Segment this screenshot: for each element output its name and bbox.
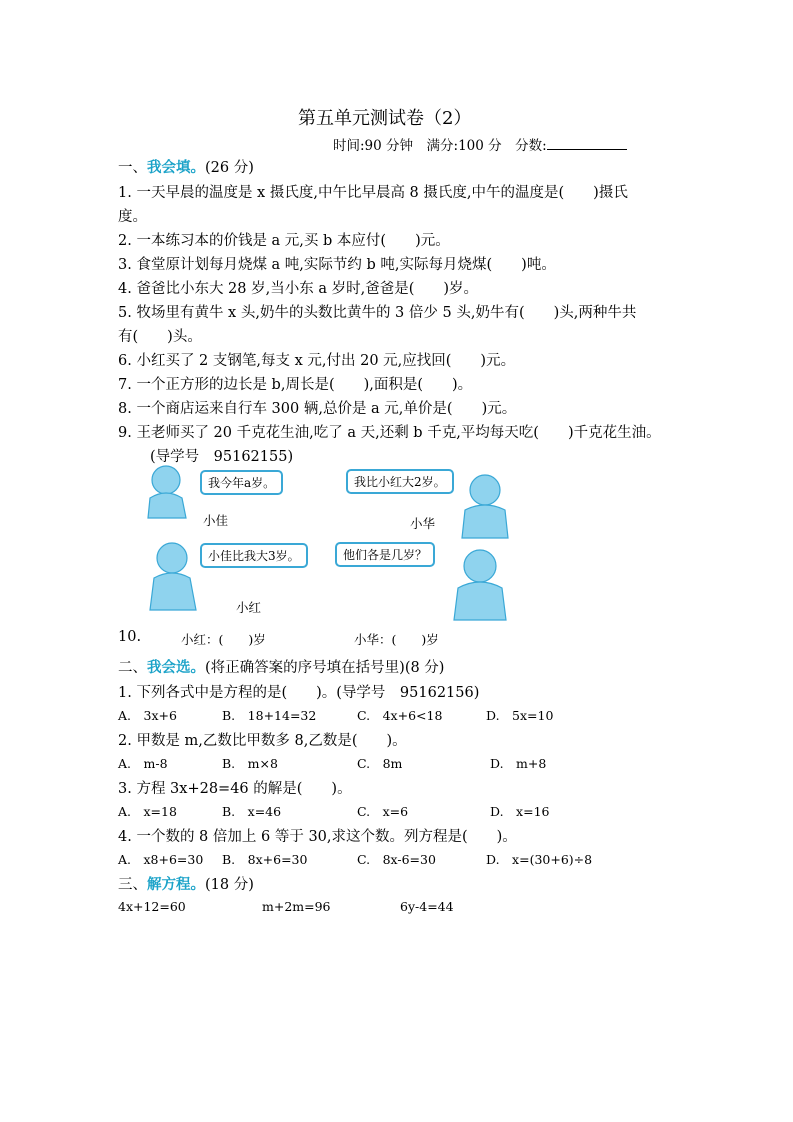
q1-line2: 度。 [118,209,147,225]
section3-label: 解方程。 [147,876,205,893]
s2-q1-option-a[interactable]: A. 3x+6 [118,708,177,723]
s2-q4: 4. 一个数的 8 倍加上 6 等于 30,求这个数。列方程是( )。 [118,829,517,845]
q9-guide-number: (导学号 95162155) [150,449,294,465]
speech-bubble-2: 我比小红大2岁。 [346,469,454,494]
exam-meta-text: 时间:90 分钟 满分:100 分 分数: [333,138,547,154]
girl-xiaohong-figure [150,543,196,610]
s2-q2-option-d[interactable]: D. m+8 [490,756,547,771]
s2-q1-option-d[interactable]: D. 5x=10 [486,708,554,723]
s2-q3: 3. 方程 3x+28=46 的解是( )。 [118,781,352,797]
section2-label: 我会选。 [147,659,205,676]
s2-q1-option-c[interactable]: C. 4x+6<18 [357,708,443,723]
section3-prefix: 三、 [118,877,147,893]
q10-xiaohong-blank[interactable]: 小红：( )岁 [181,632,266,647]
speech-bubble-3: 小佳比我大3岁。 [200,543,308,568]
section3-heading [118,873,254,894]
s2-q3-option-a[interactable]: A. x=18 [118,804,177,819]
section2-heading [118,656,444,677]
name-xiaohong: 小红 [236,600,262,615]
section3-points: (18 分) [205,877,254,893]
s2-q1: 1. 下列各式中是方程的是( )。(导学号 95162156) [118,685,480,701]
equation-2: m+2m=96 [262,899,331,914]
score-blank[interactable] [547,137,627,150]
section1-points: (26 分) [205,160,254,176]
section2-prefix: 二、 [118,660,147,676]
q10-xiaohua-blank[interactable]: 小华：( )岁 [354,632,439,647]
section1-heading [118,156,254,177]
q9: 9. 王老师买了 20 千克花生油,吃了 a 天,还剩 b 千克,平均每天吃( )千克花生油。 [118,425,661,441]
speech-bubble-1: 我今年a岁。 [200,470,283,495]
comic-illustration [140,458,515,628]
name-xiaohua: 小华 [410,516,436,531]
q3: 3. 食堂原计划每月烧煤 a 吨,实际节约 b 吨,实际每月烧煤( )吨。 [118,257,556,273]
s2-q3-option-d[interactable]: D. x=16 [490,804,550,819]
q5-line2: 有( )头。 [118,329,202,345]
section1-label: 我会填。 [147,159,205,176]
s2-q3-option-c[interactable]: C. x=6 [357,804,409,819]
page-title: 第五单元测试卷（2） [298,108,472,129]
woman-figure [454,550,506,620]
q4: 4. 爸爸比小东大 28 岁,当小东 a 岁时,爸爸是( )岁。 [118,281,479,297]
boy-xiaohua-figure [462,475,508,538]
s2-q3-option-b[interactable]: B. x=46 [222,804,282,819]
q8: 8. 一个商店运来自行车 300 辆,总价是 a 元,单价是( )元。 [118,401,517,417]
section2-points: (将正确答案的序号填在括号里)(8 分) [205,660,445,676]
q10-number: 10. [118,629,142,645]
s2-q4-option-d[interactable]: D. x=(30+6)÷8 [486,852,593,867]
s2-q4-option-b[interactable]: B. 8x+6=30 [222,852,308,867]
q1-line1: 1. 一天早晨的温度是 x 摄氏度,中午比早晨高 8 摄氏度,中午的温度是( )摄氏 [118,185,628,201]
s2-q4-option-a[interactable]: A. x8+6=30 [118,852,204,867]
s2-q2-option-c[interactable]: C. 8m [357,756,403,771]
q2: 2. 一本练习本的价钱是 a 元,买 b 本应付( )元。 [118,233,450,249]
name-xiaojia: 小佳 [203,513,229,528]
section1-prefix: 一、 [118,160,147,176]
girl-xiaojia-figure [148,466,186,518]
speech-bubble-4: 他们各是几岁？ [335,542,435,567]
s2-q2-option-a[interactable]: A. m-8 [118,756,168,771]
equation-1: 4x+12=60 [118,899,186,914]
s2-q4-option-c[interactable]: C. 8x-6=30 [357,852,436,867]
q6: 6. 小红买了 2 支钢笔,每支 x 元,付出 20 元,应找回( )元。 [118,353,516,369]
s2-q1-option-b[interactable]: B. 18+14=32 [222,708,317,723]
s2-q2: 2. 甲数是 m,乙数比甲数多 8,乙数是( )。 [118,733,407,749]
s2-q2-option-b[interactable]: B. m×8 [222,756,278,771]
equation-3: 6y-4=44 [400,899,454,914]
q7: 7. 一个正方形的边长是 b,周长是( ),面积是( )。 [118,377,473,393]
exam-meta [333,134,627,154]
q5-line1: 5. 牧场里有黄牛 x 头,奶牛的头数比黄牛的 3 倍少 5 头,奶牛有( )头,两种牛共 [118,305,637,321]
